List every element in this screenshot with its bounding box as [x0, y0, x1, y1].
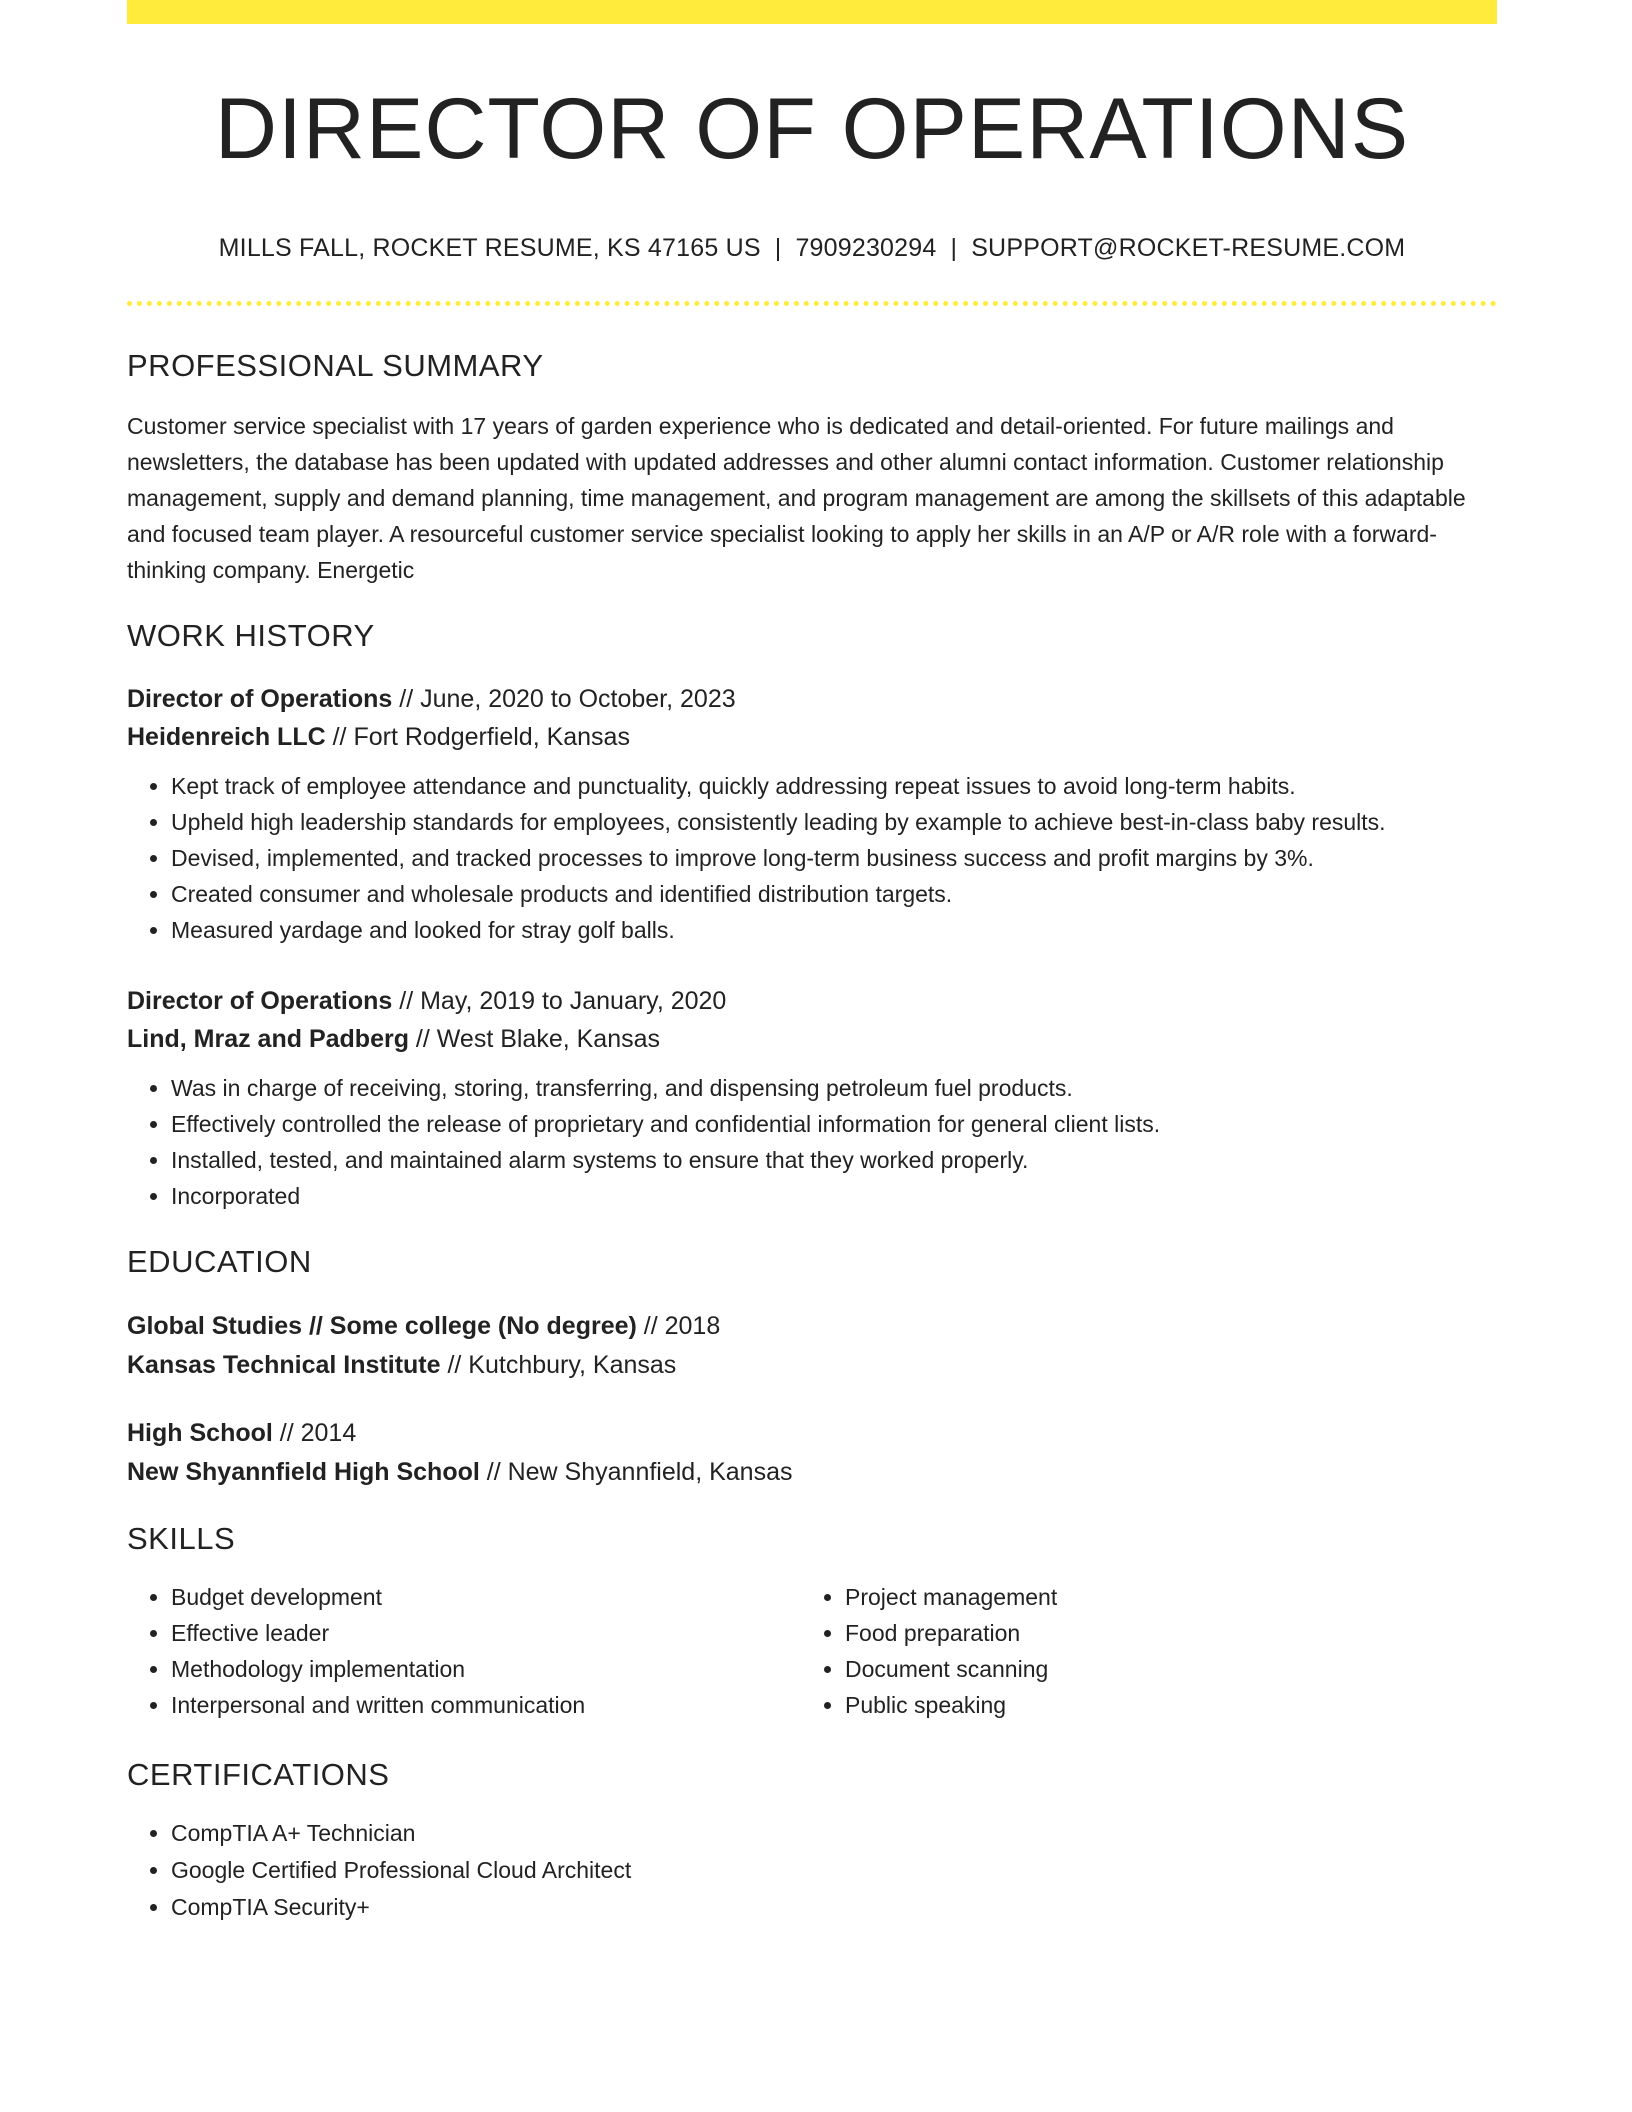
job-title-line — [127, 680, 1497, 718]
contact-phone: 7909230294 — [795, 234, 937, 262]
education-location: // Kutchbury, Kansas — [440, 1351, 677, 1379]
certification-item: • CompTIA Security+ — [171, 1889, 1497, 1926]
accent-bar — [127, 0, 1497, 24]
certifications-list — [127, 1815, 1497, 1926]
list-item: • Kept track of employee attendance and punctuality, quickly addressing repeat issues to avoid long-term habits. — [171, 768, 1497, 804]
job-dates: // June, 2020 to October, 2023 — [392, 685, 736, 713]
job-entry — [127, 982, 1497, 1214]
education-entry — [127, 1413, 1497, 1491]
education-degree-line — [127, 1306, 1497, 1346]
list-item: • Incorporated — [171, 1178, 1497, 1214]
skills-columns — [127, 1579, 1497, 1723]
education-school: Kansas Technical Institute — [127, 1351, 441, 1379]
education-degree: Global Studies // Some college (No degree) — [127, 1312, 637, 1340]
job-location: // Fort Rodgerfield, Kansas — [325, 723, 630, 751]
job-entry — [127, 680, 1497, 948]
section-title-skills: SKILLS — [127, 1521, 236, 1556]
skills-list-right — [801, 1579, 1475, 1723]
skill-item: • Effective leader — [171, 1615, 801, 1651]
job-company-line — [127, 718, 1497, 756]
skill-item: • Interpersonal and written communication — [171, 1687, 801, 1723]
contact-address: MILLS FALL, ROCKET RESUME, KS 47165 US — [218, 234, 761, 262]
list-item: • Devised, implemented, and tracked processes to improve long-term business success and profit margins by 3%. — [171, 840, 1497, 876]
job-title-line — [127, 982, 1497, 1020]
certification-item: • Google Certified Professional Cloud Architect — [171, 1852, 1497, 1889]
skill-item: • Document scanning — [845, 1651, 1475, 1687]
summary-paragraph: Customer service specialist with 17 years of garden experience who is dedicated and detail-oriented. For future mailings and newsletters, the database has been updated with updated addresses and other alumni contact information. Customer relationship management, supply and demand planning, time management, and program management are among the skillsets of this adaptable and focused team player. A resourceful customer service specialist looking to apply her skills in an A/P or A/R role with a forward-thinking company. Energetic — [127, 413, 1466, 583]
skill-item: • Food preparation — [845, 1615, 1475, 1651]
job-position: Director of Operations — [127, 987, 393, 1015]
section-title-education: EDUCATION — [127, 1244, 312, 1279]
job-company: Heidenreich LLC — [127, 723, 326, 751]
list-item: • Installed, tested, and maintained alarm systems to ensure that they worked properly. — [171, 1142, 1497, 1178]
list-item: • Was in charge of receiving, storing, transferring, and dispensing petroleum fuel products. — [171, 1070, 1497, 1106]
skills-list-left — [127, 1579, 801, 1723]
education-degree: High School — [127, 1419, 273, 1447]
education-location: // New Shyannfield, Kansas — [479, 1458, 793, 1486]
section-title-certifications: CERTIFICATIONS — [127, 1757, 390, 1792]
section-title-summary: PROFESSIONAL SUMMARY — [127, 348, 544, 383]
skill-item: • Public speaking — [845, 1687, 1475, 1723]
contact-line — [127, 234, 1497, 263]
job-bullets — [127, 1070, 1497, 1214]
job-position: Director of Operations — [127, 685, 393, 713]
education-year: // 2014 — [272, 1419, 357, 1447]
skill-item: • Project management — [845, 1579, 1475, 1615]
contact-email: SUPPORT@ROCKET-RESUME.COM — [971, 234, 1406, 262]
education-degree-line — [127, 1413, 1497, 1453]
resume-title: DIRECTOR OF OPERATIONS — [214, 81, 1410, 177]
skill-item: • Methodology implementation — [171, 1651, 801, 1687]
skill-item: • Budget development — [171, 1579, 801, 1615]
contact-separator: | — [774, 234, 782, 262]
certification-item: • CompTIA A+ Technician — [171, 1815, 1497, 1852]
education-entry — [127, 1306, 1497, 1384]
list-item: • Measured yardage and looked for stray golf balls. — [171, 912, 1497, 948]
education-year: // 2018 — [636, 1312, 721, 1340]
job-company: Lind, Mraz and Padberg — [127, 1025, 409, 1053]
list-item: • Created consumer and wholesale products and identified distribution targets. — [171, 876, 1497, 912]
job-location: // West Blake, Kansas — [408, 1025, 661, 1053]
education-school: New Shyannfield High School — [127, 1458, 480, 1486]
section-title-work-history: WORK HISTORY — [127, 618, 375, 653]
job-company-line — [127, 1020, 1497, 1058]
job-bullets — [127, 768, 1497, 948]
list-item: • Effectively controlled the release of proprietary and confidential information for general client lists. — [171, 1106, 1497, 1142]
education-school-line — [127, 1453, 1497, 1491]
contact-separator: | — [950, 234, 958, 262]
resume-page — [127, 0, 1497, 1926]
education-school-line — [127, 1346, 1497, 1384]
dotted-divider — [127, 301, 1497, 306]
list-item: • Upheld high leadership standards for employees, consistently leading by example to achieve best-in-class baby results. — [171, 804, 1497, 840]
job-dates: // May, 2019 to January, 2020 — [392, 987, 727, 1015]
